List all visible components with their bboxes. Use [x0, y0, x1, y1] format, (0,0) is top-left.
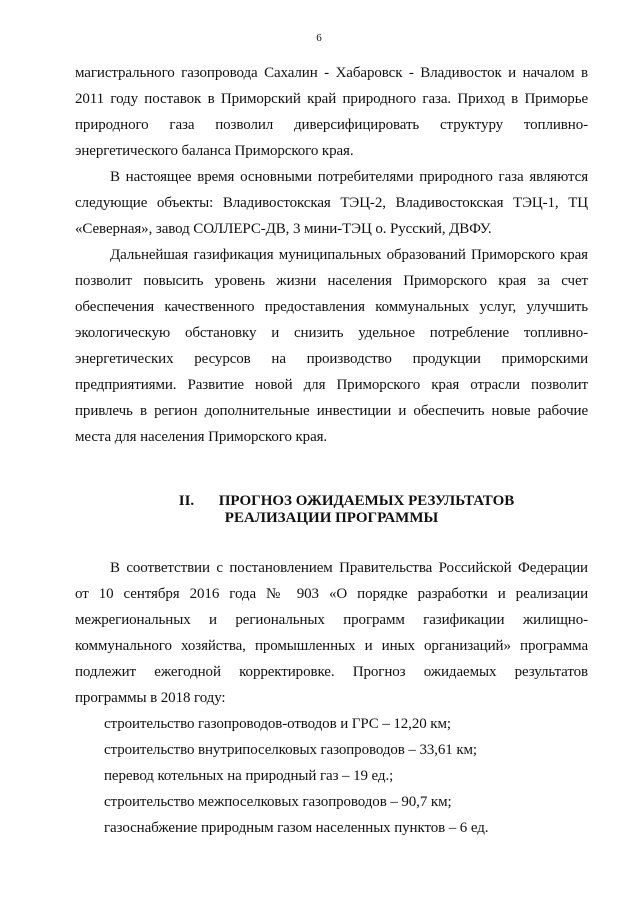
section-title-line1: ПРОГНОЗ ОЖИДАЕМЫХ РЕЗУЛЬТАТОВ	[218, 493, 515, 509]
list-item: газоснабжение природным газом населенных пунктов – 6 ед.	[104, 820, 489, 836]
paragraph-gas-pipeline-intro: магистрального газопровода Сахалин - Хабаровск - Владивосток и началом в 2011 году поставок в Приморский край природного газа. Приход в Приморье природного газа позволил диверсифицировать структуру топливно-энергетического баланса Приморского края.	[75, 65, 588, 159]
paragraph-current-consumers: В настоящее время основными потребителями природного газа являются следующие объекты: Владивостокская ТЭЦ-2, Владивостокская ТЭЦ-1, ТЦ «Северная», завод СОЛЛЕРС-ДВ, 3 мини-ТЭЦ о. Русский, ДВФУ.	[75, 169, 588, 237]
section-title-line2: РЕАЛИЗАЦИИ ПРОГРАММЫ	[224, 510, 439, 526]
document-body	[75, 60, 588, 841]
list-item: перевод котельных на природный газ – 19 ед.;	[104, 768, 394, 784]
section-number: II.	[178, 493, 195, 509]
section-heading	[75, 493, 588, 527]
list-item: строительство газопроводов-отводов и ГРС – 12,20 км;	[104, 716, 451, 732]
list-item: строительство внутрипоселковых газопроводов – 33,61 км;	[104, 742, 477, 758]
list-item: строительство межпоселковых газопроводов – 90,7 км;	[104, 794, 452, 810]
forecast-results-list	[75, 711, 588, 841]
page-number: 6	[316, 32, 322, 44]
paragraph-further-gasification: Дальнейшая газификация муниципальных образований Приморского края позволит повысить уровень жизни населения Приморского края за счет обеспечения качественного предоставления коммунальных услуг, улучшить экологическую обстановку и снизить удельное потребление топливно-энергетических ресурсов на производство продукции приморскими предприятиями. Развитие новой для Приморского края отрасли позволит привлечь в регион дополнительные инвестиции и обеспечить новые рабочие места для населения Приморского края.	[75, 247, 588, 445]
section-spacer	[75, 527, 588, 555]
section-heading-line1	[75, 493, 588, 510]
paragraph-forecast-intro: В соответствии с постановлением Правительства Российской Федерации от 10 сентября 2016 года № 903 «О порядке разработки и реализации межрегиональных и региональных программ газификации жилищно-коммунального хозяйства, промышленных и иных организаций» программа подлежит ежегодной корректировке. Прогноз ожидаемых результатов программы в 2018 году:	[75, 560, 588, 706]
